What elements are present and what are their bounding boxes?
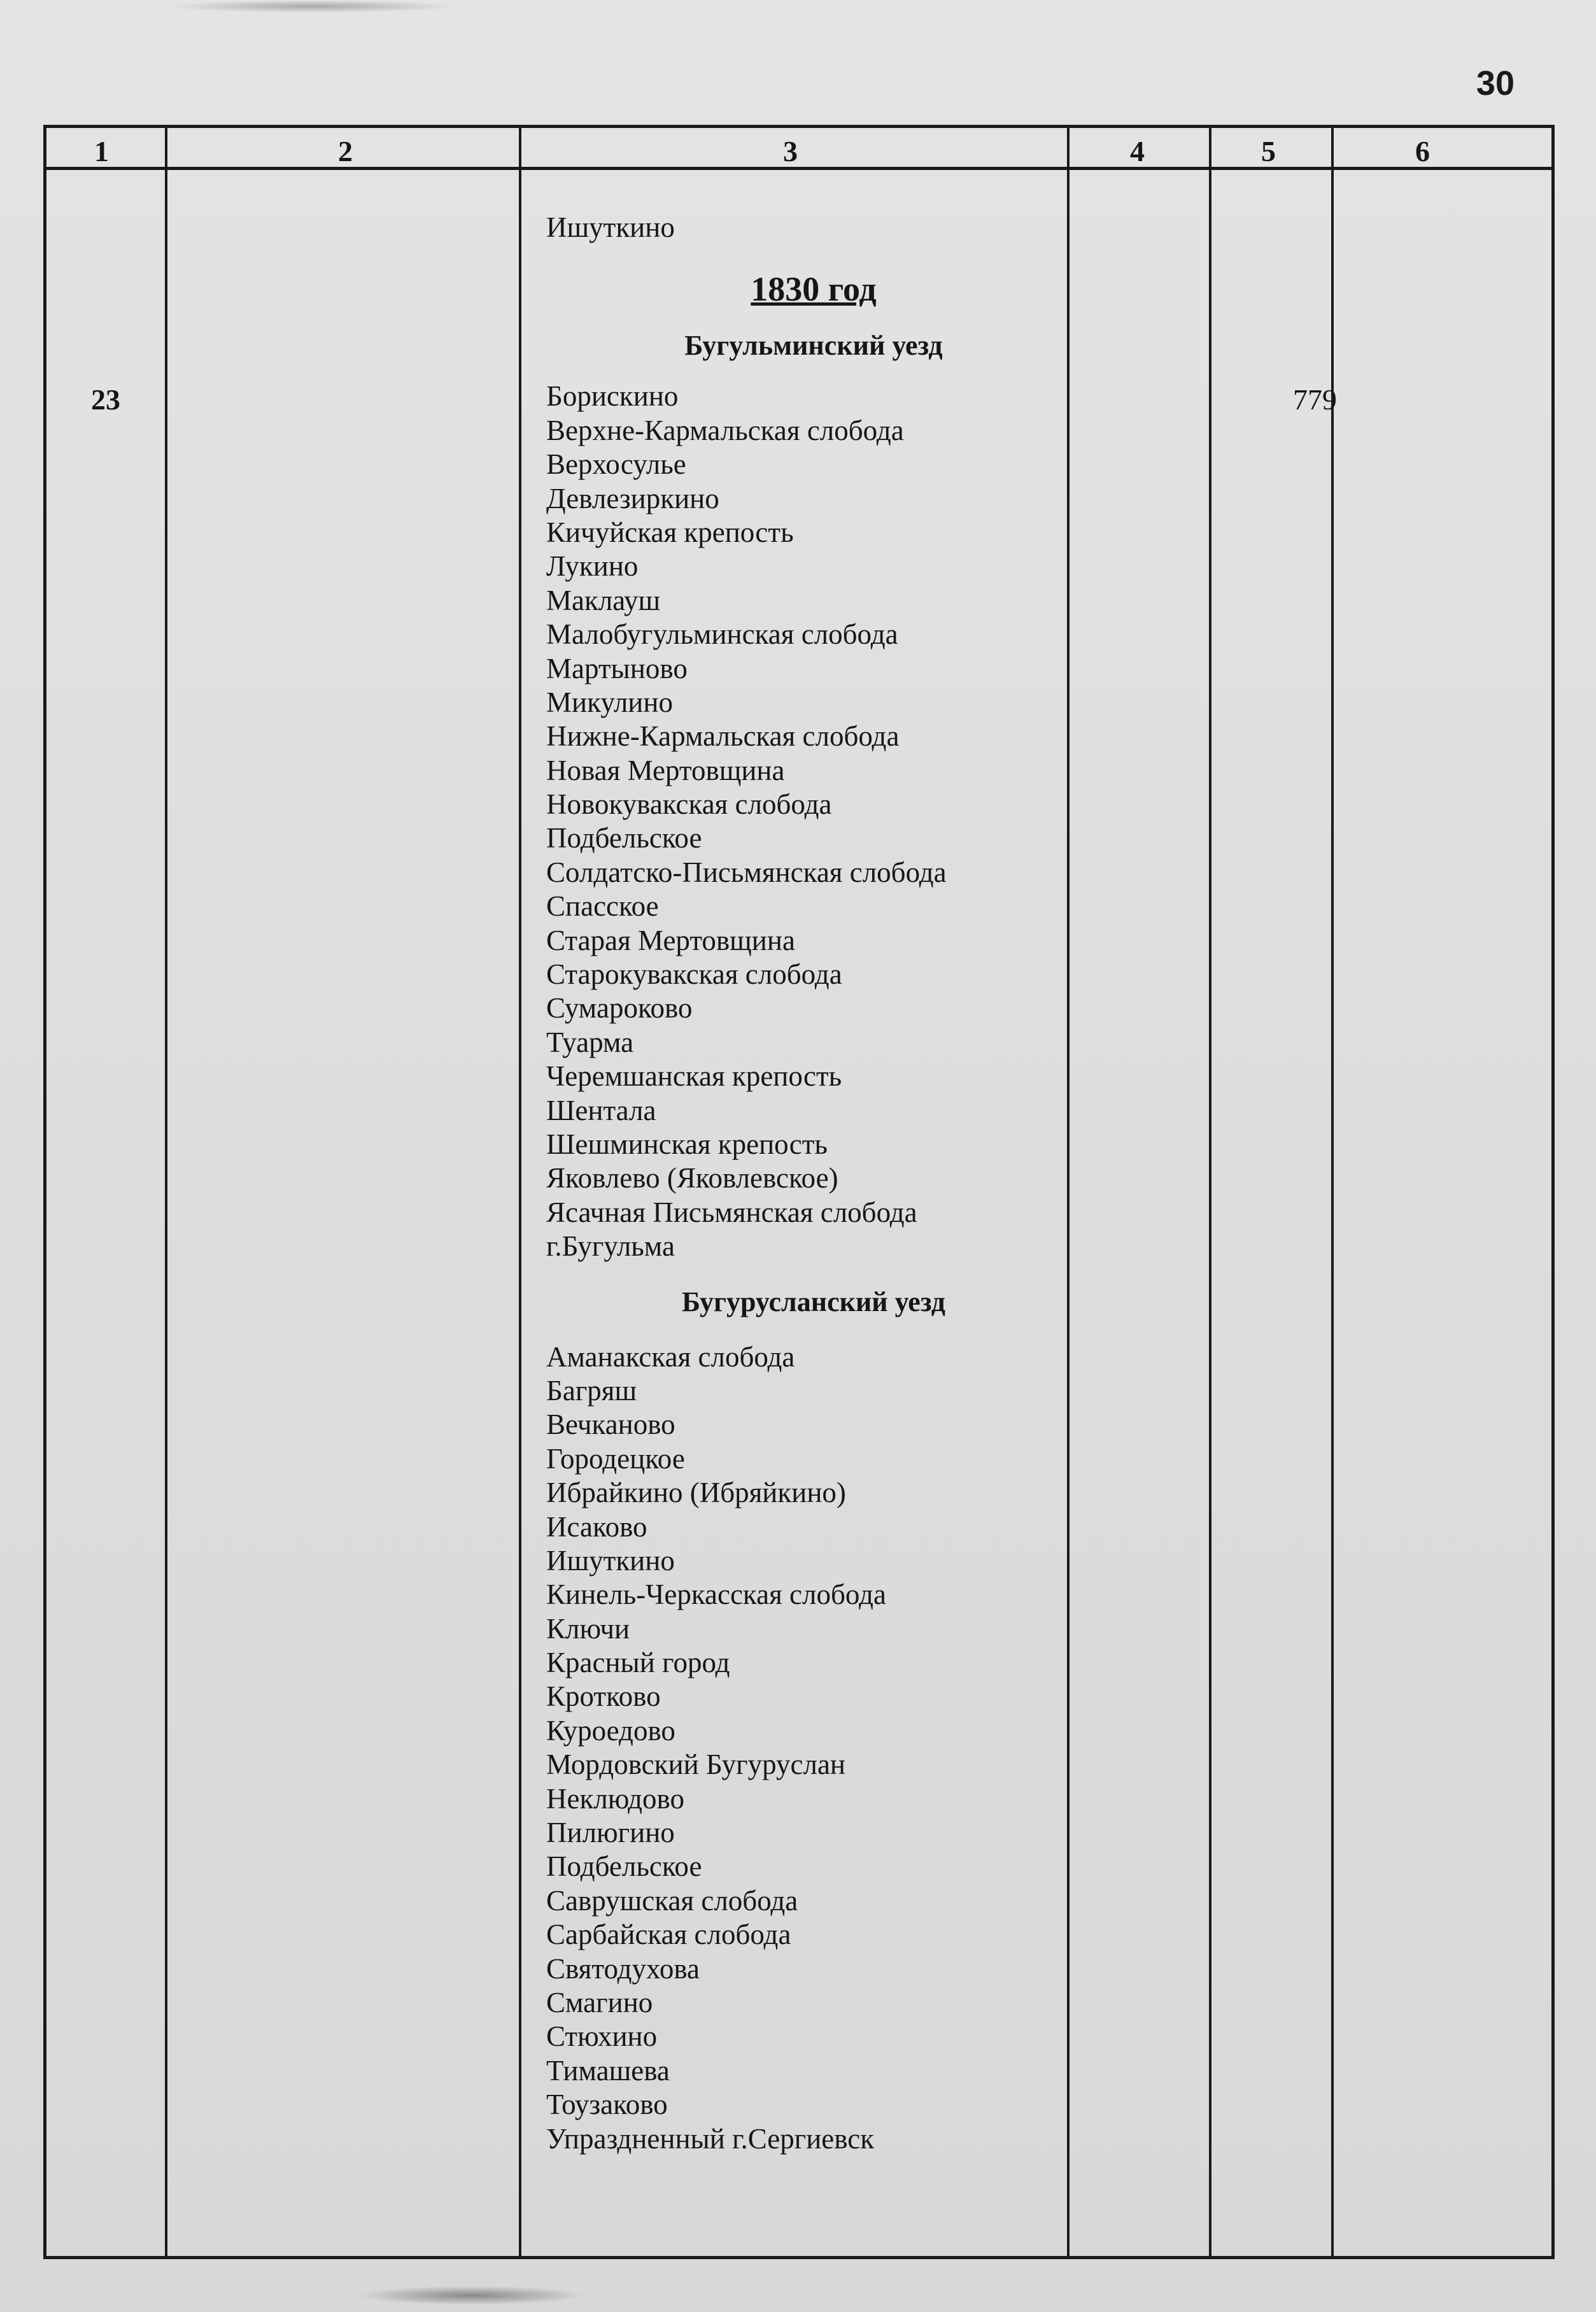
uezd-heading-buguruslan: Бугурусланский уезд — [682, 1286, 945, 1317]
settlement-item: Кротково — [546, 1680, 661, 1713]
settlement-item: Туарма — [546, 1026, 634, 1058]
settlement-item: Пилюгино — [546, 1817, 675, 1849]
settlement-item: Исаково — [546, 1510, 647, 1543]
settlement-item: Яковлево (Яковлевское) — [546, 1162, 838, 1195]
header-col-4: 4 — [1130, 135, 1145, 167]
settlement-item: Лукино — [546, 550, 639, 583]
year-heading: 1830 год — [751, 270, 877, 309]
settlement-item: Святодухова — [546, 1952, 700, 1985]
first-line: Ишуткино — [546, 211, 675, 243]
settlement-item: Новая Мертовщина — [546, 754, 785, 786]
header-col-2: 2 — [338, 135, 353, 167]
settlement-item: Верхне-Кармальская слобода — [546, 414, 904, 446]
settlement-item: Борискино — [546, 380, 679, 413]
column-divider-1-2 — [165, 128, 167, 2256]
scan-shadow-bottom — [357, 2286, 586, 2305]
settlement-item: Неклюдово — [546, 1782, 684, 1815]
settlement-item: Стюхино — [546, 2020, 658, 2053]
settlement-item: Ключи — [546, 1612, 630, 1645]
settlement-item: Сумароково — [546, 992, 693, 1025]
records-table — [43, 125, 1555, 2259]
settlement-item: Упраздненный г.Сергиевск — [546, 2122, 875, 2155]
settlement-item: г.Бугульма — [546, 1230, 675, 1263]
settlement-item: Черемшанская крепость — [546, 1060, 842, 1093]
header-col-1: 1 — [94, 135, 109, 167]
settlement-item: Ишуткино — [546, 1544, 675, 1577]
settlement-item: Мартыново — [546, 652, 688, 684]
settlement-item: Багряш — [546, 1374, 637, 1407]
settlements-column — [546, 211, 1100, 2156]
settlement-item: Саврушская слобода — [546, 1884, 798, 1917]
settlement-item: Нижне-Кармальская слобода — [546, 720, 900, 753]
header-col-6: 6 — [1415, 135, 1430, 167]
settlement-item: Подбельское — [546, 1850, 702, 1883]
settlement-item: Ясачная Письмянская слобода — [546, 1196, 917, 1228]
header-col-5: 5 — [1261, 135, 1276, 167]
settlement-item: Мордовский Бугуруслан — [546, 1748, 845, 1781]
header-col-3: 3 — [783, 135, 798, 167]
settlement-item: Новокувакская слобода — [546, 788, 832, 821]
column-divider-2-3 — [519, 128, 521, 2256]
settlement-item: Девлезиркино — [546, 482, 719, 514]
table-header-row — [46, 128, 1551, 170]
scan-shadow-top — [166, 0, 458, 13]
settlement-item: Городецкое — [546, 1442, 685, 1475]
settlement-item: Красный город — [546, 1647, 730, 1679]
settlement-item: Кинель-Черкасская слобода — [546, 1578, 886, 1611]
column-divider-4-5 — [1209, 128, 1211, 2256]
row-number: 23 — [91, 383, 120, 416]
settlement-item: Смагино — [546, 1986, 653, 2018]
settlement-item: Кичуйская крепость — [546, 516, 794, 548]
settlement-item: Шентала — [546, 1094, 656, 1126]
settlement-item: Тимашева — [546, 2054, 670, 2087]
settlement-item: Верхосулье — [546, 448, 686, 481]
settlement-item: Старая Мертовщина — [546, 924, 795, 956]
settlement-item: Маклауш — [546, 584, 661, 616]
page-number: 30 — [1476, 64, 1515, 103]
settlement-item: Аманакская слобода — [546, 1340, 795, 1373]
settlement-item: Сарбайская слобода — [546, 1918, 791, 1951]
settlement-item: Старокувакская слобода — [546, 958, 842, 991]
settlement-item: Тоузаково — [546, 2089, 668, 2121]
column-5-value: 779 — [1293, 383, 1337, 416]
settlement-item: Ибрайкино (Ибряйкино) — [546, 1477, 846, 1509]
settlement-item: Спасское — [546, 890, 659, 923]
column-divider-5-6 — [1331, 128, 1334, 2256]
settlement-item: Куроедово — [546, 1714, 675, 1747]
settlement-item: Солдатско-Письмянская слобода — [546, 856, 947, 888]
settlement-item: Малобугульминская слобода — [546, 618, 898, 651]
uezd-list-bugulma — [546, 379, 1100, 1263]
settlement-item: Микулино — [546, 686, 673, 718]
uezd-list-buguruslan — [546, 1340, 1100, 2156]
uezd-heading-bugulma: Бугульминский уезд — [684, 330, 943, 362]
settlement-item: Вечканово — [546, 1408, 675, 1441]
settlement-item: Шешминская крепость — [546, 1128, 828, 1160]
settlement-item: Подбельское — [546, 822, 702, 855]
